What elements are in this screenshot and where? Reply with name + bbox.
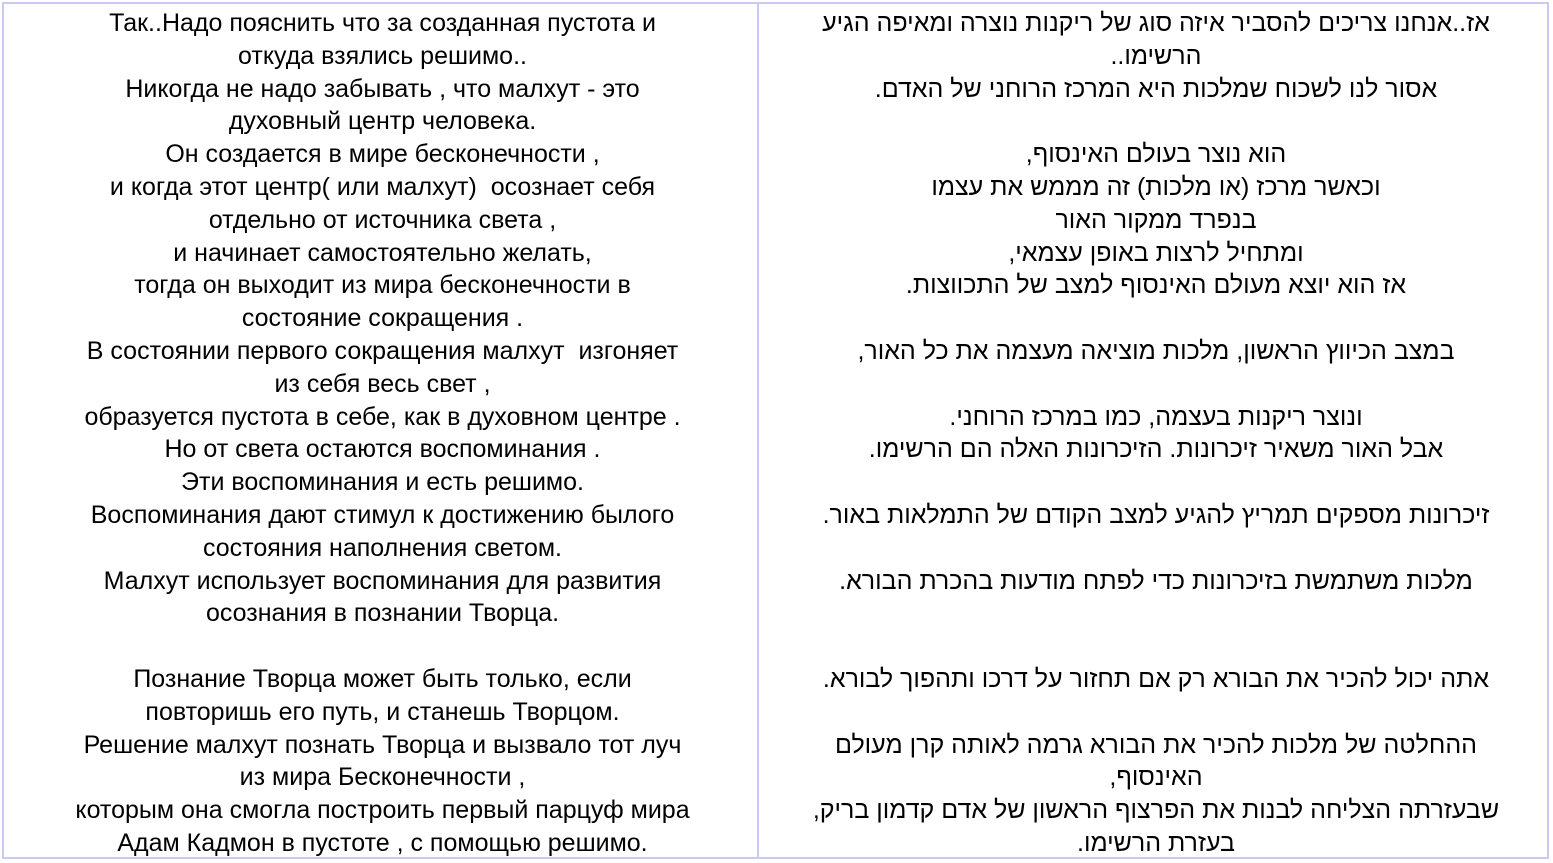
text-line: ונוצר ריקנות בעצמה, כמו במרכז הרוחני. (949, 402, 1363, 431)
text-line: повторишь его путь, и станешь Творцом. (145, 697, 620, 726)
russian-text-column (12, 7, 753, 859)
text-line: осознания в познании Творца. (205, 599, 560, 628)
text-line: ומתחיל לרצות באופן עצמאי, (1008, 238, 1304, 267)
text-line (767, 105, 1545, 138)
text-line: состояния наполнения светом. (203, 533, 562, 562)
text-line: образуется пустота в себе, как в духовном центре . (84, 402, 681, 431)
text-line: Малхут использует воспоминания для развития (103, 566, 662, 595)
text-line: אבל האור משאיר זיכרונות. הזיכרונות האלה הם הרשימו. (868, 435, 1444, 464)
text-line: из себя весь свет , (274, 369, 491, 398)
text-line: В состоянии первого сокращения малхут изгоняет (86, 336, 679, 365)
text-line (767, 597, 1545, 630)
text-line: Адам Кадмон в пустоте , с помощью решимо. (117, 828, 648, 857)
text-line: и когда этот центр( или малхут) осознает себя (109, 172, 656, 201)
document-frame (2, 2, 1549, 859)
text-line: שבעזרתה הצליחה לבנות את הפרצוף הראשון של אדם קדמון בריק, (812, 796, 1500, 825)
text-line: Никогда не надо забывать , что малхут - это (125, 74, 640, 103)
text-line: тогда он выходит из мира бесконечности в (134, 271, 631, 300)
text-line: из мира Бесконечности , (239, 763, 526, 792)
text-line: בעזרת הרשימו. (1077, 828, 1235, 857)
text-line: и начинает самостоятельно желать, (173, 238, 592, 267)
text-line: Так..Надо пояснить что за созданная пустота и (109, 9, 656, 37)
text-line: האינסוף, (1109, 763, 1203, 792)
text-line: אסור לנו לשכוח שמלכות היא המרכז הרוחני של האדם. (874, 74, 1438, 103)
text-line (767, 696, 1545, 729)
text-line: זיכרונות מספקים תמריץ להגיע למצב הקודם של התמלאות באור. (822, 500, 1490, 529)
text-line (767, 368, 1545, 401)
text-line: состояние сокращения . (241, 304, 524, 333)
text-line: которым она смогла построить первый парцуф мира (75, 796, 690, 825)
text-line: הרשימו.. (1110, 41, 1202, 70)
hebrew-text-column (767, 7, 1545, 859)
column-divider (757, 4, 759, 857)
text-line: במצב הכיווץ הראשון, מלכות מוציאה מעצמה את כל האור, (857, 336, 1455, 365)
text-line (767, 466, 1545, 499)
text-line (767, 630, 1545, 663)
text-line: откуда взялись решимо.. (238, 41, 527, 70)
text-line: אז..אנחנו צריכים להסביר איזה סוג של ריקנות נוצרה ומאיפה הגיע (822, 9, 1490, 37)
text-line (12, 630, 753, 663)
text-line: Решение малхут познать Творца и вызвало тот луч (83, 730, 682, 759)
text-line: Познание Творца может быть только, если (133, 664, 632, 693)
text-line: הוא נוצר בעולם האינסוף, (1025, 140, 1287, 169)
text-line: Но от света остаются воспоминания . (164, 435, 601, 464)
text-line: Эти воспоминания и есть решимо. (181, 468, 584, 497)
text-line: בנפרד ממקור האור (1055, 205, 1257, 234)
text-line: מלכות משתמשת בזיכרונות כדי לפתח מודעות בהכרת הבורא. (839, 566, 1473, 595)
text-line: אתה יכול להכיר את הבורא רק אם תחזור על דרכו ותהפוך לבורא. (822, 664, 1490, 693)
text-line (767, 302, 1545, 335)
text-line: ההחלטה של מלכות להכיר את הבורא גרמה לאותה קרן מעולם (834, 730, 1478, 759)
text-line (767, 532, 1545, 565)
text-line: Воспоминания дают стимул к достижению былого (90, 500, 675, 529)
text-line: духовный центр человека. (228, 107, 537, 136)
text-line: отдельно от источника света , (208, 205, 557, 234)
text-line: וכאשר מרכז (או מלכות) זה מממש את עצמו (931, 172, 1381, 201)
text-line: אז הוא יוצא מעולם האינסוף למצב של התכווצות. (905, 271, 1407, 300)
text-line: Он создается в мире бесконечности , (165, 140, 600, 169)
